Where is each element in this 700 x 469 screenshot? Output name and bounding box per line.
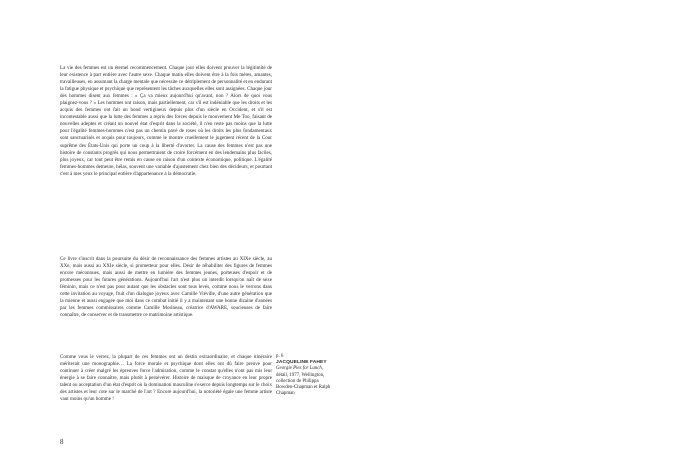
caption-title: Georgie Pies for Lunch — [276, 366, 322, 372]
caption-artist: JACQUELINE FAHEY — [276, 360, 327, 366]
image-caption — [276, 354, 332, 397]
body-paragraph-2: Ce livre s'inscrit dans la poursuite du désir de reconnaissance des femmes artistes au XIXe siècle, au XXe, mais aussi au XXIe siècle, si prometteur pour elles. Désir de réhabiliter des figures de femmes encore méconnues, mais aussi de mettre en lumière des femmes jeunes, porteuses d'espoir et de promesses pour les futures générations. Aujourd'hui l'art n'est plus un interdit lorsqu'on naît de sexe féminin, mais ce n'est pas pour autant que les obstacles sont tous levés, comme nous le verrons dans cette invitation au voyage, fruit d'un dialogue joyeux avec Camille Viéville, d'une autre génération que la mienne et aussi engagée que moi dans ce combat initié il y a maintenant une bonne dizaine d'années par les femmes commissaires comme Camille Morineau, créatrice d'AWARE, soucieuses de faire connaître, de conserver et de transmettre ce matrimoine artistique. — [60, 256, 272, 319]
page-number: 8 — [60, 438, 64, 446]
caption-details: , détail, 1977, Wellington, collection de Philippa Bowden-Chapman et Ralph Chapman — [276, 366, 331, 397]
body-paragraph-1: La vie des femmes est un éternel recommencement. Chaque jour elles doivent prouver la légitimité de leur existence à part entière avec l'autre sexe. Chaque matin elles doivent être à la fois mères, amantes, travailleuses, en assumant la charge mentale que nécessite ce détriplement de personnalité et en endurant la fatigue physique et psychique que représentent les tâches auxquelles elles sont assignées. Chaque jour des hommes disent aux femmes : « Ça va mieux aujourd'hui qu'avant, non ? Alors de quoi vous plaignez-vous ? » Les hommes ont raison, mais partiellement, car s'il est indéniable que les droits et les acquis des femmes ont fait un bond vertigineux depuis plus d'un siècle en Occident, et s'il est incontestable aussi que la lutte des femmes a repris des forces depuis le mouvement Me Too, faisant de nouvelles adeptes et créant un nouvel état d'esprit dans la société, il n'en reste pas moins que la lutte pour l'égalité femmes-hommes n'est pas un chemin pavé de roses où les droits les plus fondamentaux sont sanctuarisés et acquis pour toujours, comme le montre cruellement le jugement récent de la Cour suprême des États-Unis qui porte un coup à la liberté d'avorter. La cause des femmes n'est pas une histoire de constants progrès qui nous permettraient de croire forcément en des lendemains plus faciles, plus joyeux, car tout peut être remis en cause en raison d'un contexte économique, politique. L'égalité femmes-hommes demeure, hélas, souvent une variable d'ajustement chez bien des décideurs, et pourtant c'est à mes yeux le principal entière d'appartenance à la démocratie. — [60, 65, 272, 177]
caption-page-ref: p. 6 — [276, 354, 284, 359]
body-paragraph-3: Comme vous le verrez, la plupart de ces femmes ont un destin extraordinaire, et chaque itinéraire mériterait une monographie… La force morale et psychique dont elles ont dû faire preuve pour continuer à créer malgré les épreuves force l'admiration, comme le constat qu'elles n'ont pas mis leur énergie à se faire connaître, mais plutôt à persévérer. Histoire de maisque de croyance en leur propre talent ou acceptation d'un état d'esprit où la domination masculine s'exerce depuis longtemps sur le choix des artistes et leur cote sur le marché de l'art ? Encore aujourd'hui, la notoriété égale une femme artiste vaut moins qu'un homme ! — [60, 354, 272, 403]
caption-title-line — [276, 366, 330, 396]
